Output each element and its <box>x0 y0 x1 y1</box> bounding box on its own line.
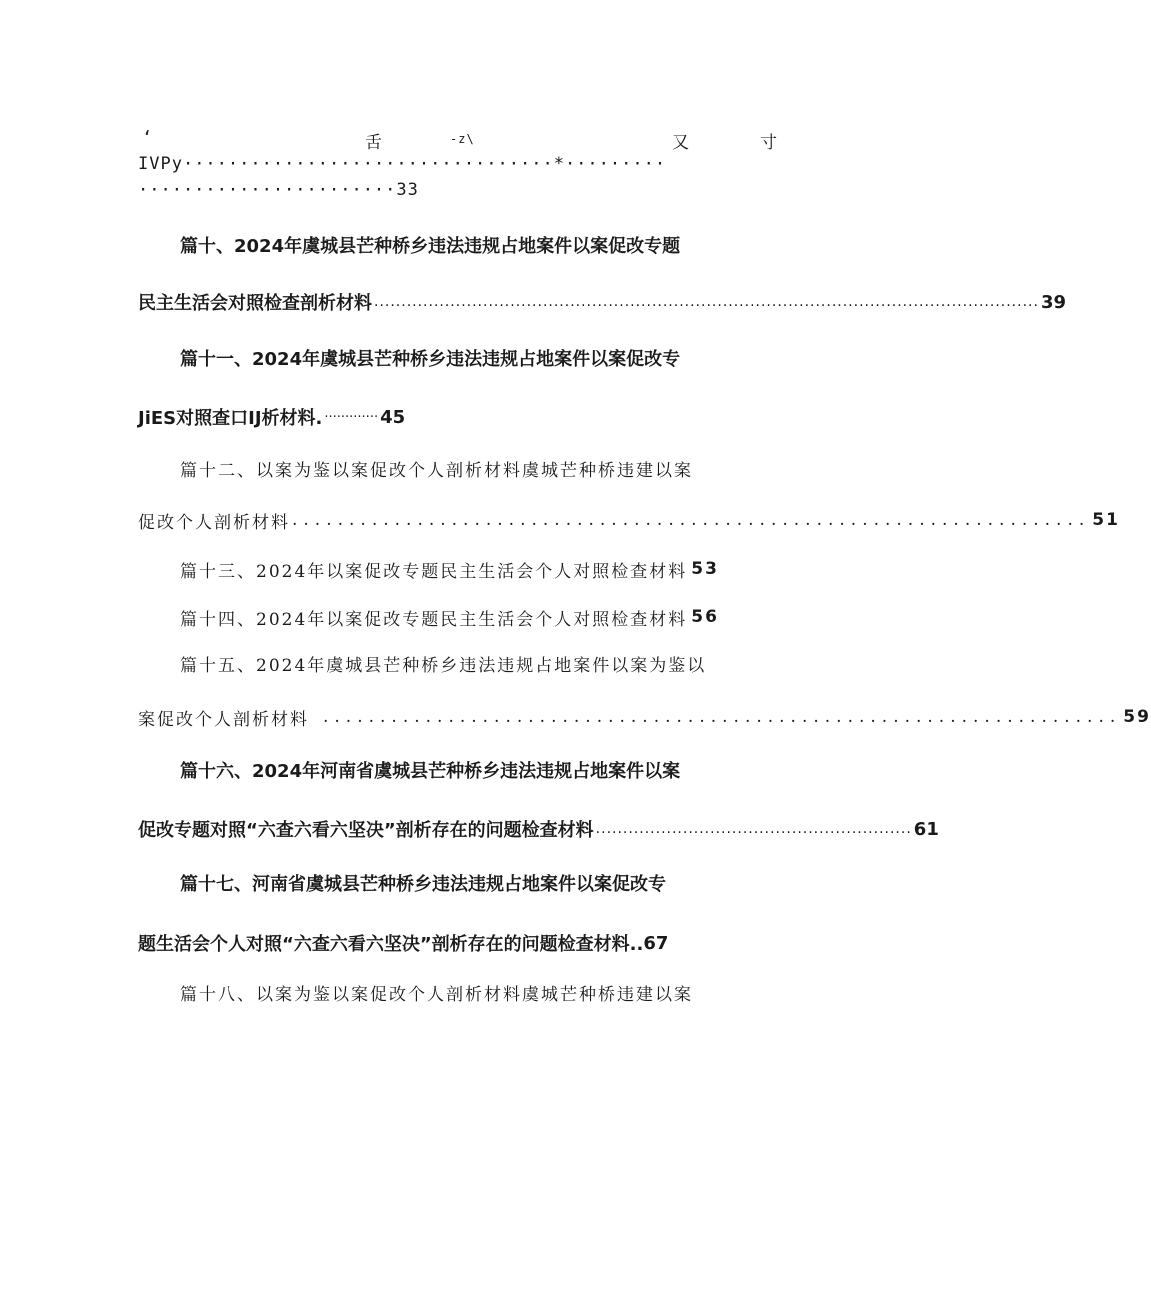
toc-dot-leader: ...................................................................... <box>292 510 1091 530</box>
garbled-char: 寸 <box>760 133 778 153</box>
toc-entry-18-line1[interactable] <box>0 978 920 1012</box>
garbled-char: 舌 <box>365 133 383 153</box>
toc-entry-12-line2[interactable] <box>138 503 1120 537</box>
toc-page-number: 51 <box>1092 510 1120 530</box>
toc-page-number: 59 <box>1123 707 1151 727</box>
toc-dot-leader: ······················· <box>138 180 397 200</box>
toc-page-number: 45 <box>380 406 406 428</box>
toc-entry-title: 促改个人剖析材料 <box>138 512 290 533</box>
toc-entry-17-line2[interactable] <box>138 926 668 960</box>
toc-entry-15-line2[interactable] <box>138 700 1151 734</box>
toc-page-number: 33 <box>396 180 419 200</box>
toc-entry-17-line1[interactable] <box>0 868 920 902</box>
toc-page-number: 53 <box>691 559 719 579</box>
toc-page-number: 67 <box>643 932 669 954</box>
toc-entry-title: 篇十三、2024年以案促改专题民主生活会个人对照检查材料 <box>180 561 688 582</box>
toc-dot-leader: .......................................................................................................................... <box>374 294 1039 310</box>
toc-entry-10-line2[interactable] <box>138 285 1066 319</box>
toc-entry-title: 促改专题对照“六查六看六坚决”剖析存在的问题检查材料 <box>138 820 594 841</box>
toc-entry-title: 篇十、2024年虞城县芒种桥乡违法违规占地案件以案促改专题 <box>180 236 681 257</box>
toc-entry-15-line1[interactable] <box>0 649 920 683</box>
toc-dot-leader: ...................................................................... <box>323 707 1122 727</box>
garbled-char: -z\ <box>450 132 475 146</box>
toc-entry-13[interactable] <box>180 552 719 586</box>
toc-entry-10-line1[interactable] <box>0 230 920 264</box>
garbled-mark: ‘ <box>142 128 154 148</box>
toc-entry-title: 篇十六、2024年河南省虞城县芒种桥乡违法违规占地案件以案 <box>180 761 681 782</box>
toc-entry-title: 篇十一、2024年虞城县芒种桥乡违法违规占地案件以案促改专 <box>180 349 681 370</box>
toc-entry-11-line1[interactable] <box>0 343 920 377</box>
garbled-line <box>138 154 778 174</box>
toc-dot-leader: ············· <box>324 409 379 425</box>
toc-entry-14[interactable] <box>180 600 719 634</box>
garbled-char: 又 <box>672 133 690 153</box>
toc-entry-title: 民主生活会对照检查剖析材料 <box>138 293 372 314</box>
toc-entry-title: JiES对照查口IJ析材料. <box>138 408 323 429</box>
toc-entry-title: 篇十二、以案为鉴以案促改个人剖析材料虞城芒种桥违建以案 <box>180 461 693 481</box>
toc-page-number: 39 <box>1040 291 1066 313</box>
toc-page-number: 61 <box>913 818 939 840</box>
toc-entry-11-line2[interactable] <box>138 400 405 434</box>
toc-entry-title: 题生活会个人对照“六查六看六坚决”剖析存在的问题检查材料.. <box>138 934 644 955</box>
toc-entry-title: 篇十八、以案为鉴以案促改个人剖析材料虞城芒种桥违建以案 <box>180 985 693 1005</box>
toc-page-number: 56 <box>691 607 719 627</box>
toc-entry-title: 篇十四、2024年以案促改专题民主生活会个人对照检查材料 <box>180 609 688 630</box>
toc-entry-12-line1[interactable] <box>0 454 920 488</box>
toc-entry-title: 篇十五、2024年虞城县芒种桥乡违法违规占地案件以案为鉴以 <box>180 656 707 676</box>
toc-entry-16-line1[interactable] <box>0 755 920 789</box>
toc-dot-leader: ·································*········· <box>182 154 667 174</box>
toc-entry-title: 案促改个人剖析材料 <box>138 709 309 730</box>
toc-entry-title: 篇十七、河南省虞城县芒种桥乡违法违规占地案件以案促改专 <box>180 874 666 895</box>
toc-entry-16-line2[interactable] <box>138 812 939 846</box>
garbled-prefix: IVPy <box>138 154 183 174</box>
garbled-line <box>138 180 419 200</box>
toc-dot-leader: .......................................................... <box>595 821 912 837</box>
